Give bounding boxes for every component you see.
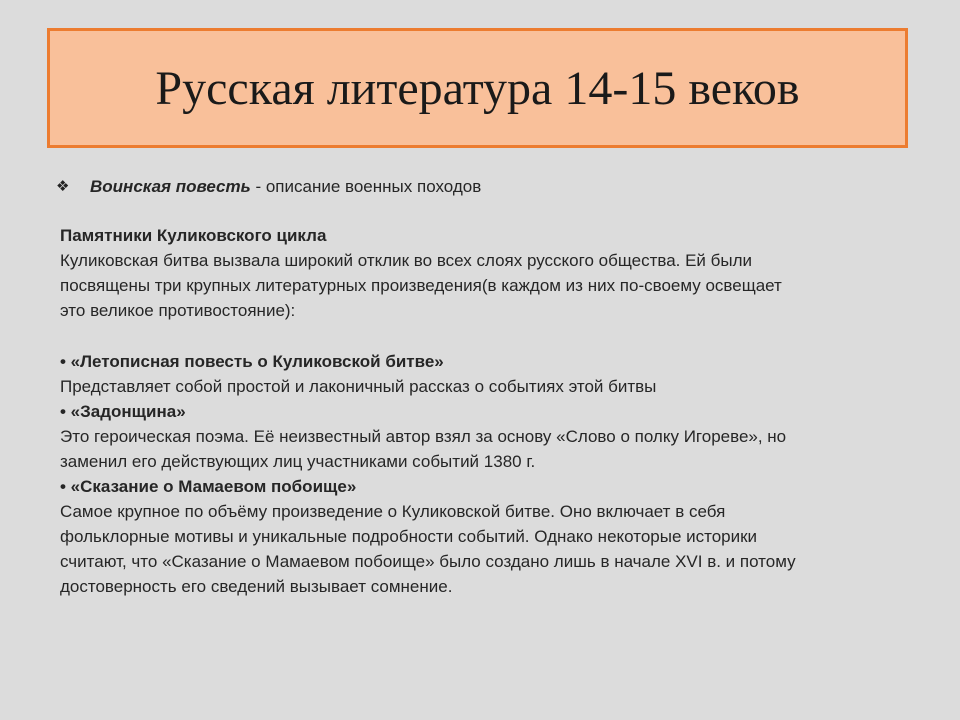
work-description-line: Это героическая поэма. Её неизвестный автор взял за основу «Слово о полку Игореве», но (60, 427, 787, 446)
title-box (47, 28, 908, 148)
work-title-zadonshchina: • «Задонщина» (60, 402, 186, 421)
lead-text (90, 174, 481, 199)
work-description-line: Представляет собой простой и лаконичный рассказ о событиях этой битвы (60, 377, 657, 396)
work-description-line: фольклорные мотивы и уникальные подробности событий. Однако некоторые историки (60, 527, 758, 546)
lead-term: Воинская повесть (90, 177, 251, 196)
work-description-line: считают, что «Сказание о Мамаевом побоище» было создано лишь в начале XVI в. и потому (60, 552, 796, 571)
work-description-line: заменил его действующих лиц участниками событий 1380 г. (60, 452, 536, 471)
lead-line (56, 174, 920, 199)
diamond-bullet-icon: ❖ (56, 178, 70, 195)
intro-line-2: посвящены три крупных литературных произведения(в каждом из них по-своему освещает (60, 276, 782, 295)
slide-content (56, 174, 920, 599)
work-description-line: Самое крупное по объёму произведение о Куликовской битве. Оно включает в себя (60, 502, 726, 521)
intro-line-3: это великое противостояние): (60, 301, 296, 320)
work-title-chronicle: • «Летописная повесть о Куликовской битве» (60, 352, 444, 371)
section-heading: Памятники Куликовского цикла (60, 226, 327, 245)
slide-title: Русская литература 14-15 веков (155, 61, 800, 115)
intro-line-1: Куликовская битва вызвала широкий отклик во всех слоях русского общества. Ей были (60, 251, 753, 270)
lead-description: - описание военных походов (250, 177, 482, 196)
work-title-skazanie: • «Сказание о Мамаевом побоище» (60, 477, 357, 496)
work-description-line: достоверность его сведений вызывает сомнение. (60, 577, 453, 596)
